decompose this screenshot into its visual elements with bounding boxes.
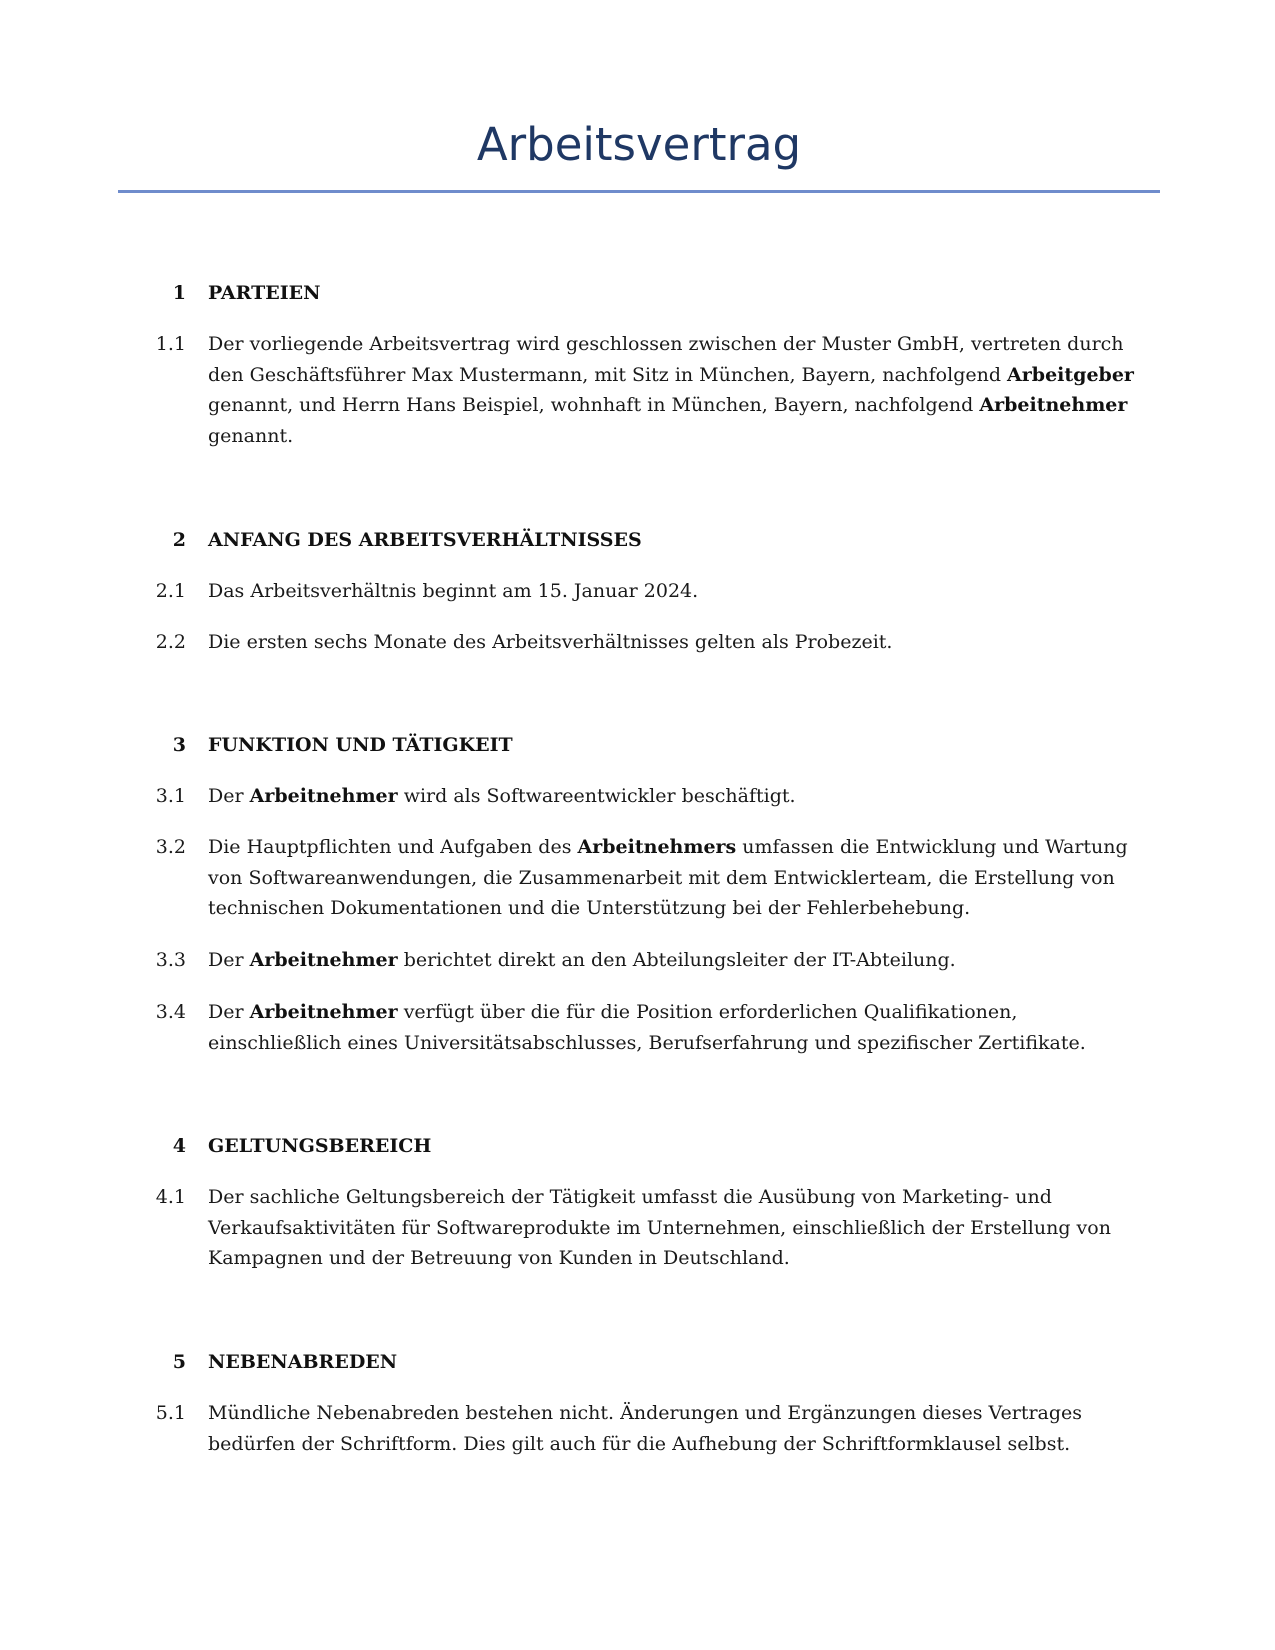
clause-text-part: Der xyxy=(208,949,250,971)
clause-text: Der sachliche Geltungsbereich der Tätigkeit umfasst die Ausübung von Marketing- und Verkaufsaktivitäten für Softwareprodukte im Unternehmen, einschließlich der Erstellung von Kampagnen und der Betreuung von Kunden in Deutschland. xyxy=(208,1186,1111,1269)
section-number: 1 xyxy=(172,282,186,304)
clause-text xyxy=(208,329,1138,451)
clause-text-part: Der vorliegende Arbeitsvertrag wird geschlossen zwischen der Muster GmbH, vertreten durch den Geschäftsführer Max Mustermann, mit Sitz in München, Bayern, nachfolgend xyxy=(208,333,1124,386)
clause-text: Das Arbeitsverhältnis beginnt am 15. Januar 2024. xyxy=(208,580,699,602)
section-title: GELTUNGSBEREICH xyxy=(208,1135,432,1157)
defined-term-employee: Arbeitnehmer xyxy=(249,949,398,971)
clause-number: 3.3 xyxy=(155,949,186,971)
defined-term-employee: Arbeitnehmer xyxy=(249,1001,398,1023)
clause-text-part: genannt, und Herrn Hans Beispiel, wohnhaft in München, Bayern, nachfolgend xyxy=(208,394,980,416)
section-number: 4 xyxy=(172,1135,186,1157)
clause-number: 2.1 xyxy=(155,580,186,602)
clause-text-part: Die Hauptpflichten und Aufgaben des xyxy=(208,836,578,858)
clause-number: 2.2 xyxy=(155,631,186,653)
clause-text xyxy=(208,781,1138,812)
clause-number: 5.1 xyxy=(155,1402,186,1424)
defined-term-employee: Arbeitnehmer xyxy=(249,785,398,807)
clause-text-part: umfassen die Entwicklung und Wartung von Softwareanwendungen, die Zusammenarbeit mit dem Entwicklerteam, die Erstellung von technischen Dokumentationen und die Unterstützung bei der Fehlerbehebung. xyxy=(208,836,1128,919)
clause-text xyxy=(208,997,1138,1058)
section-title: NEBENABREDEN xyxy=(208,1351,398,1373)
section-title: PARTEIEN xyxy=(208,282,321,304)
clause-text: Mündliche Nebenabreden bestehen nicht. Änderungen und Ergänzungen dieses Vertrages bedürfen der Schriftform. Dies gilt auch für die Aufhebung der Schriftformklausel selbst. xyxy=(208,1402,1083,1455)
clause-number: 3.2 xyxy=(155,836,186,858)
clause-text xyxy=(208,945,1138,976)
clause-text-part: verfügt über die für die Position erforderlichen Qualifikationen, einschließlich eines Universitätsabschlusses, Berufserfahrung und spezifischer Zertifikate. xyxy=(208,1001,1086,1054)
clause-text-part: berichtet direkt an den Abteilungsleiter der IT-Abteilung. xyxy=(397,949,956,971)
title-underline xyxy=(118,190,1160,193)
document-title: Arbeitsvertrag xyxy=(476,118,802,171)
clause-text-part: wird als Softwareentwickler beschäftigt. xyxy=(397,785,796,807)
clause-number: 4.1 xyxy=(155,1186,186,1208)
clause-number: 3.1 xyxy=(155,785,186,807)
clause-text-part: genannt. xyxy=(208,424,294,447)
clause-text xyxy=(208,832,1138,924)
section-title: FUNKTION UND TÄTIGKEIT xyxy=(208,734,513,756)
clause-number: 1.1 xyxy=(155,333,186,355)
section-title: ANFANG DES ARBEITSVERHÄLTNISSES xyxy=(208,529,642,551)
section-number: 2 xyxy=(172,529,186,551)
defined-term-employee: Arbeitnehmers xyxy=(577,836,737,858)
defined-term-employer: Arbeitgeber xyxy=(1007,363,1134,386)
section-number: 3 xyxy=(172,734,186,756)
defined-term-employee: Arbeitnehmer xyxy=(979,394,1128,416)
clause-text-part: Der xyxy=(208,785,250,807)
clause-number: 3.4 xyxy=(155,1001,186,1023)
clause-text-part: Der xyxy=(208,1001,250,1023)
section-number: 5 xyxy=(172,1351,186,1373)
clause-text: Die ersten sechs Monate des Arbeitsverhältnisses gelten als Probezeit. xyxy=(208,631,893,653)
